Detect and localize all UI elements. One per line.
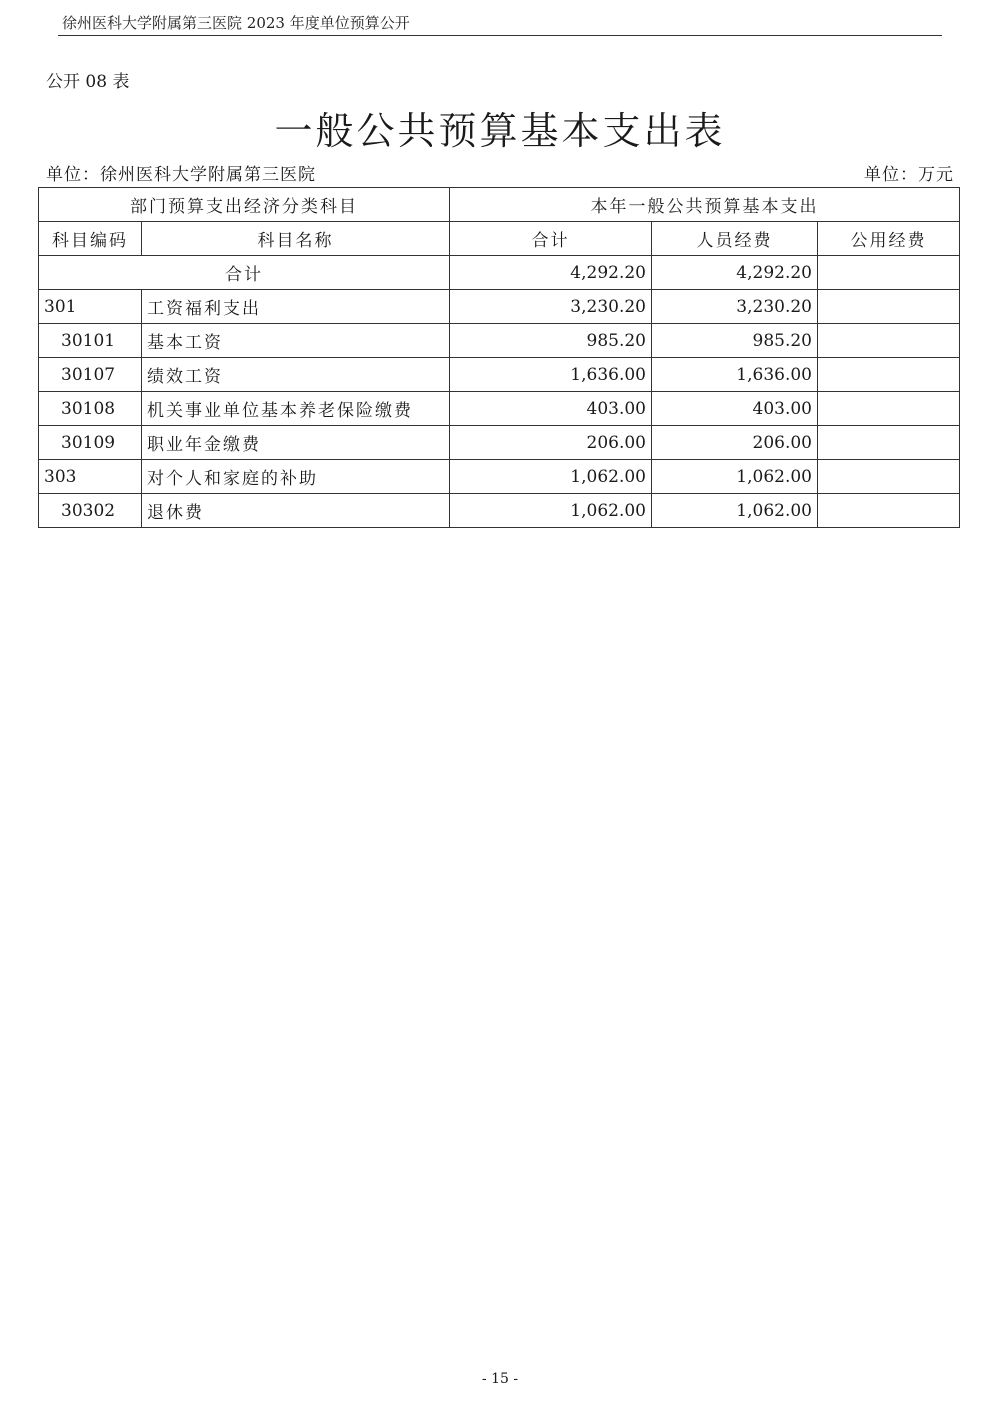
- row-code: 30302: [39, 494, 142, 528]
- row-name: 工资福利支出: [142, 290, 450, 324]
- row-name: 绩效工资: [142, 358, 450, 392]
- table-row: [39, 426, 960, 460]
- column-header-total: 合计: [450, 222, 652, 256]
- row-code: 30107: [39, 358, 142, 392]
- row-personnel: 1,636.00: [652, 358, 818, 392]
- row-personnel: 206.00: [652, 426, 818, 460]
- column-header-code: 科目编码: [39, 222, 142, 256]
- row-total: 1,062.00: [450, 460, 652, 494]
- row-personnel: 1,062.00: [652, 494, 818, 528]
- group-header-expenditure: 本年一般公共预算基本支出: [450, 188, 960, 222]
- row-name: 对个人和家庭的补助: [142, 460, 450, 494]
- row-name: 职业年金缴费: [142, 426, 450, 460]
- total-amount: 4,292.20: [450, 256, 652, 290]
- page-title: 一般公共预算基本支出表: [274, 109, 726, 153]
- table-row: [39, 494, 960, 528]
- row-total: 985.20: [450, 324, 652, 358]
- row-total: 403.00: [450, 392, 652, 426]
- total-label: 合计: [39, 256, 450, 290]
- column-header-name: 科目名称: [142, 222, 450, 256]
- table-row: [39, 358, 960, 392]
- row-name: 机关事业单位基本养老保险缴费: [142, 392, 450, 426]
- table-total-row: [39, 256, 960, 290]
- group-header-classification: 部门预算支出经济分类科目: [39, 188, 450, 222]
- row-name: 基本工资: [142, 324, 450, 358]
- form-number: 公开 08 表: [46, 72, 130, 92]
- row-code: 30101: [39, 324, 142, 358]
- unit-currency: 单位：万元: [864, 165, 954, 185]
- row-public: [818, 392, 960, 426]
- row-code: 303: [39, 460, 142, 494]
- row-public: [818, 494, 960, 528]
- page-number: - 15 -: [481, 1371, 519, 1387]
- table-group-header-row: [39, 188, 960, 222]
- row-public: [818, 358, 960, 392]
- table-row: [39, 460, 960, 494]
- table-column-header-row: [39, 222, 960, 256]
- row-public: [818, 290, 960, 324]
- total-public: [818, 256, 960, 290]
- row-public: [818, 460, 960, 494]
- unit-organization: 单位：徐州医科大学附属第三医院: [46, 165, 316, 185]
- row-personnel: 3,230.20: [652, 290, 818, 324]
- column-header-public: 公用经费: [818, 222, 960, 256]
- table-row: [39, 290, 960, 324]
- row-code: 30108: [39, 392, 142, 426]
- row-name: 退休费: [142, 494, 450, 528]
- row-public: [818, 426, 960, 460]
- row-total: 1,636.00: [450, 358, 652, 392]
- row-code: 301: [39, 290, 142, 324]
- row-personnel: 1,062.00: [652, 460, 818, 494]
- table-row: [39, 392, 960, 426]
- table-row: [39, 324, 960, 358]
- column-header-personnel: 人员经费: [652, 222, 818, 256]
- row-total: 1,062.00: [450, 494, 652, 528]
- document-header: 徐州医科大学附属第三医院 2023 年度单位预算公开: [62, 14, 410, 32]
- budget-table: [38, 187, 960, 528]
- row-personnel: 403.00: [652, 392, 818, 426]
- row-personnel: 985.20: [652, 324, 818, 358]
- row-total: 206.00: [450, 426, 652, 460]
- row-public: [818, 324, 960, 358]
- row-total: 3,230.20: [450, 290, 652, 324]
- total-personnel: 4,292.20: [652, 256, 818, 290]
- header-divider: [58, 35, 942, 36]
- row-code: 30109: [39, 426, 142, 460]
